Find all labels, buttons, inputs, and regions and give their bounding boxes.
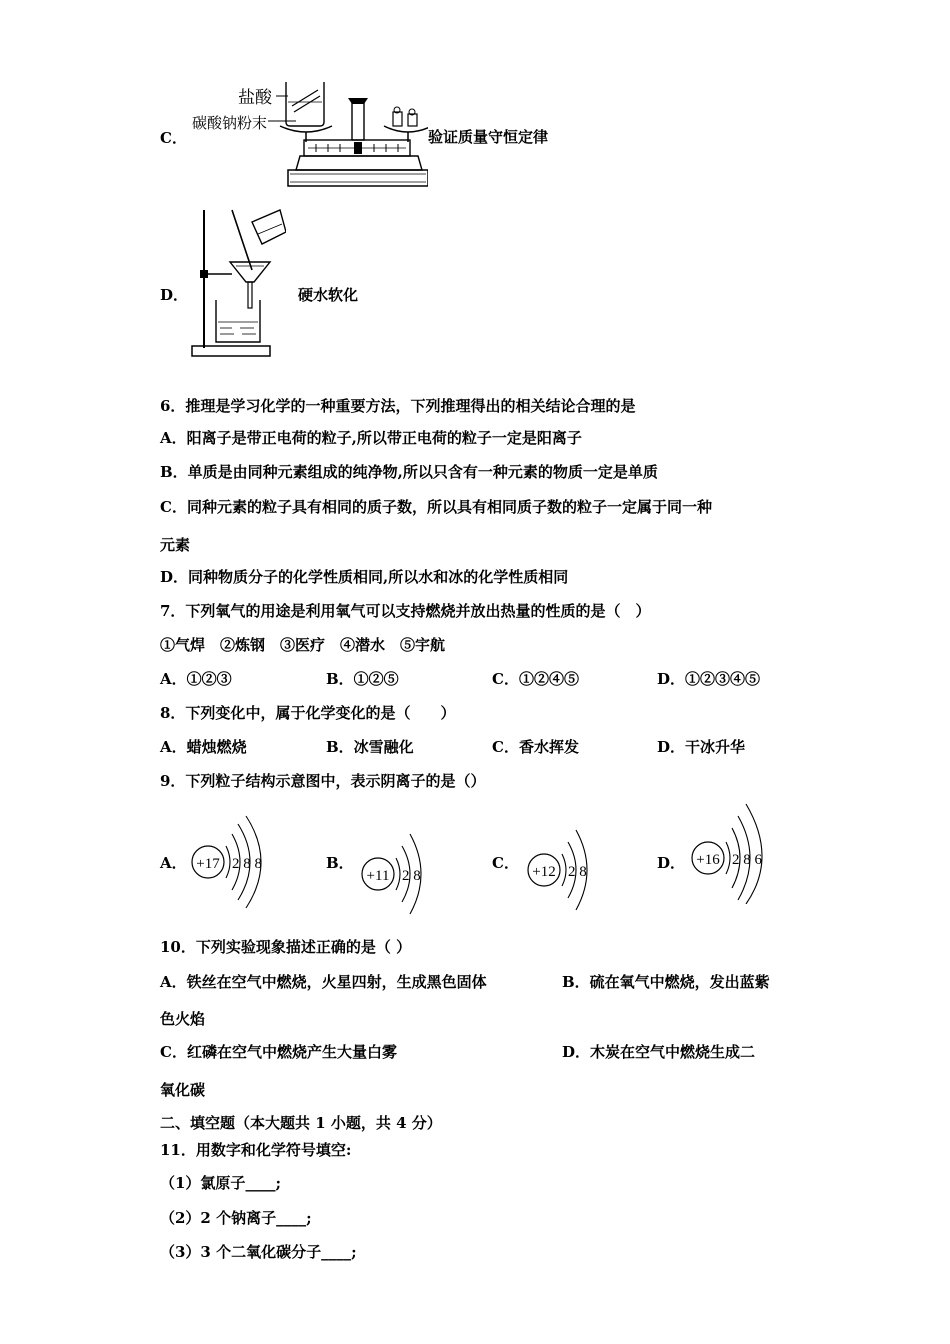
q10-option-b-cont: 色火焰 <box>160 1010 206 1028</box>
q10-option-d-cont: 氧化碳 <box>160 1081 206 1099</box>
q6-option-c: C．同种元素的粒子具有相同的质子数，所以具有相同质子数的粒子一定属于同一种 <box>160 498 712 516</box>
q7-uses: ①气焊 ②炼钢 ③医疗 ④潜水 ⑤宇航 <box>160 636 446 654</box>
nucleus-label: +17 <box>196 856 220 872</box>
balance-apparatus-figure <box>188 76 428 192</box>
section-heading: 二、填空题（本大题共 1 小题，共 4 分） <box>160 1114 442 1132</box>
atom-diagram-d <box>686 800 782 904</box>
q11-part-2: （2）2 个钠离子____; <box>160 1209 312 1227</box>
q6-option-b: B．单质是由同种元素组成的纯净物,所以只含有一种元素的物质一定是单质 <box>160 463 658 481</box>
q5-option-c-letter: C． <box>160 129 187 147</box>
q5-option-d-caption: 硬水软化 <box>298 286 359 304</box>
q6-stem: 6．推理是学习化学的一种重要方法，下列推理得出的相关结论合理的是 <box>160 397 636 415</box>
q10-stem: 10．下列实验现象描述正确的是（ ） <box>160 938 412 956</box>
q8-option-c: C．香水挥发 <box>492 738 579 756</box>
q10-option-b: B．硫在氧气中燃烧，发出蓝紫 <box>562 973 770 991</box>
q6-option-d: D．同种物质分子的化学性质相同,所以水和冰的化学性质相同 <box>160 568 569 586</box>
q7-stem: 7．下列氧气的用途是利用氧气可以支持燃烧并放出热量的性质的是（ ） <box>160 602 651 620</box>
q10-option-c: C．红磷在空气中燃烧产生大量白雾 <box>160 1043 397 1061</box>
q7-option-c: C．①②④⑤ <box>492 670 579 688</box>
atom-diagram-c <box>522 822 598 912</box>
q6-option-a: A．阳离子是带正电荷的粒子,所以带正电荷的粒子一定是阳离子 <box>160 429 582 447</box>
electron-shells: 2 8 8 <box>232 856 262 872</box>
q11-part-1: （1）氯原子____; <box>160 1174 281 1192</box>
q7-option-d: D．①②③④⑤ <box>657 670 761 688</box>
q8-option-d: D．干冰升华 <box>657 738 746 756</box>
label-hydrochloric-acid: 盐酸 <box>238 88 272 107</box>
q9-option-d-letter: D． <box>657 854 686 872</box>
nucleus-label: +11 <box>366 868 390 884</box>
atom-diagram-b <box>356 826 432 916</box>
q9-stem: 9．下列粒子结构示意图中，表示阴离子的是（） <box>160 772 486 790</box>
q5-option-c-caption: 验证质量守恒定律 <box>428 128 549 146</box>
filtration-apparatus-figure <box>186 204 286 360</box>
q8-option-a: A．蜡烛燃烧 <box>160 738 247 756</box>
q8-stem: 8．下列变化中，属于化学变化的是（ ） <box>160 704 456 722</box>
q11-stem: 11．用数字和化学符号填空: <box>160 1141 352 1159</box>
q11-part-3: （3）3 个二氧化碳分子____; <box>160 1243 357 1261</box>
nucleus-label: +12 <box>532 864 556 880</box>
atom-diagram-a <box>186 812 282 916</box>
q7-option-a: A．①②③ <box>160 670 232 688</box>
electron-shells: 2 8 <box>402 868 421 884</box>
q5-option-d-letter: D． <box>160 286 189 304</box>
q9-option-c-letter: C． <box>492 854 519 872</box>
q9-option-b-letter: B． <box>326 854 354 872</box>
q9-option-a-letter: A． <box>160 854 187 872</box>
q6-option-c-cont: 元素 <box>160 536 191 554</box>
q10-option-a: A．铁丝在空气中燃烧，火星四射，生成黑色固体 <box>160 973 487 991</box>
q10-option-d: D．木炭在空气中燃烧生成二 <box>562 1043 756 1061</box>
q8-option-b: B．冰雪融化 <box>326 738 414 756</box>
electron-shells: 2 8 6 <box>732 852 762 868</box>
nucleus-label: +16 <box>696 852 720 868</box>
electron-shells: 2 8 <box>568 864 587 880</box>
q7-option-b: B．①②⑤ <box>326 670 399 688</box>
label-sodium-carbonate: 碳酸钠粉末 <box>192 116 268 132</box>
